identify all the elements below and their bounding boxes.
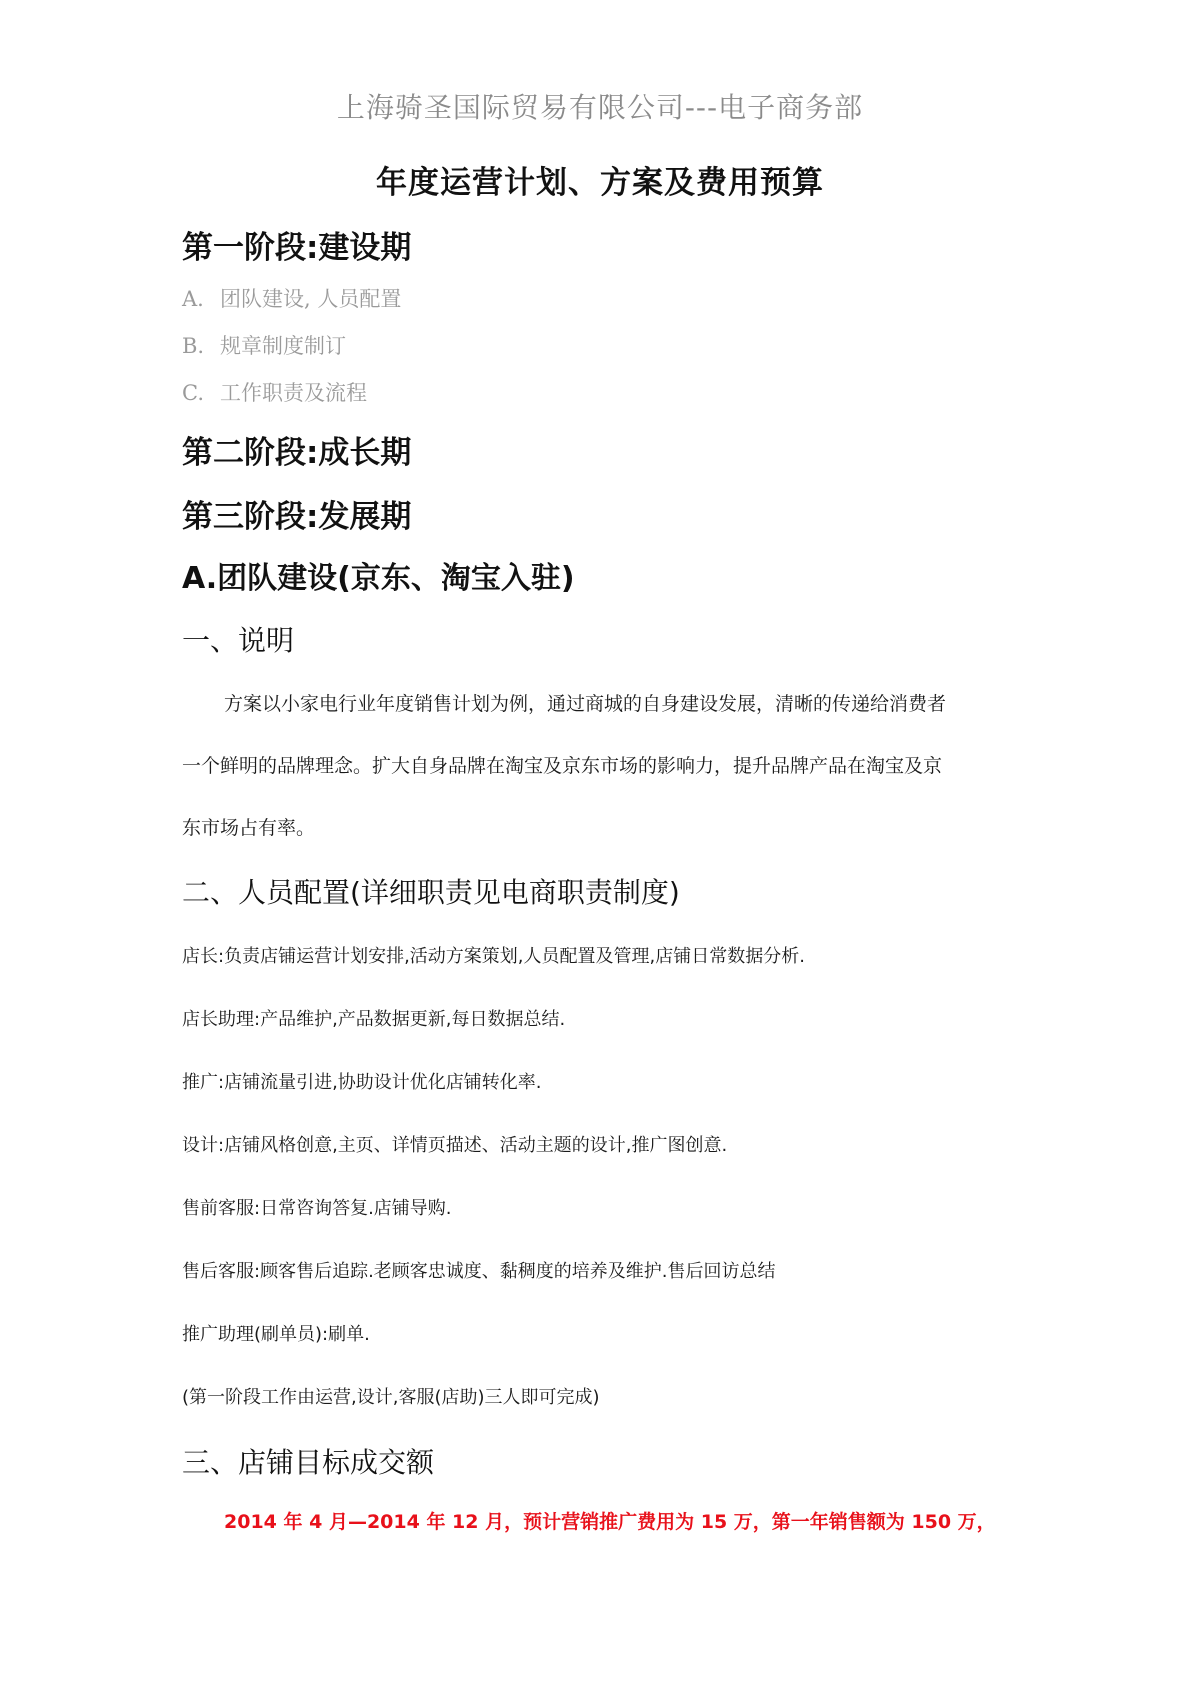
phase-2-heading: 第二阶段:成长期 — [182, 435, 412, 471]
outline-marker: C. — [182, 381, 204, 405]
sub-heading-explanation: 一、说明 — [182, 624, 295, 657]
paragraph-line: 一个鲜明的品牌理念。扩大自身品牌在淘宝及京东市场的影响力，提升品牌产品在淘宝及京 — [182, 755, 943, 777]
outline-item-c — [182, 377, 367, 407]
role-line: 店长:负责店铺运营计划安排,活动方案策划,人员配置及管理,店铺日常数据分析. — [182, 946, 805, 967]
role-line: 售后客服:顾客售后追踪.老顾客忠诚度、黏稠度的培养及维护.售后回访总结 — [182, 1261, 776, 1282]
outline-item-b — [182, 330, 346, 360]
outline-text: 规章制度制订 — [220, 334, 346, 358]
sub-heading-target-sales: 三、店铺目标成交额 — [182, 1446, 435, 1479]
role-line: 推广:店铺流量引进,协助设计优化店铺转化率. — [182, 1072, 542, 1093]
role-line: 推广助理(刷单员):刷单. — [182, 1324, 370, 1345]
outline-text: 工作职责及流程 — [220, 381, 367, 405]
paragraph-line: 东市场占有率。 — [182, 817, 316, 839]
outline-text: 团队建设, 人员配置 — [220, 287, 402, 311]
phase-1-heading: 第一阶段:建设期 — [182, 230, 412, 266]
paragraph-line: 方案以小家电行业年度销售计划为例，通过商城的自身建设发展，清晰的传递给消费者 — [224, 693, 947, 715]
target-sales-highlight: 2014 年 4 月—2014 年 12 月，预计营销推广费用为 15 万，第一年销售额为 150 万， — [224, 1511, 996, 1533]
role-line: 店长助理:产品维护,产品数据更新,每日数据总结. — [182, 1009, 566, 1030]
role-line: 设计:店铺风格创意,主页、详情页描述、活动主题的设计,推广图创意. — [182, 1135, 728, 1156]
role-note: (第一阶段工作由运营,设计,客服(店助)三人即可完成) — [182, 1387, 600, 1408]
role-line: 售前客服:日常咨询答复.店铺导购. — [182, 1198, 452, 1219]
phase-3-heading: 第三阶段:发展期 — [182, 499, 412, 535]
company-header: 上海骑圣国际贸易有限公司---电子商务部 — [336, 91, 864, 124]
sub-heading-staffing: 二、人员配置(详细职责见电商职责制度) — [182, 876, 680, 909]
document-title: 年度运营计划、方案及费用预算 — [376, 165, 824, 201]
outline-marker: A. — [182, 287, 204, 311]
section-a-heading: A.团队建设(京东、淘宝入驻) — [182, 561, 575, 596]
outline-marker: B. — [182, 334, 205, 358]
outline-item-a — [182, 283, 401, 313]
